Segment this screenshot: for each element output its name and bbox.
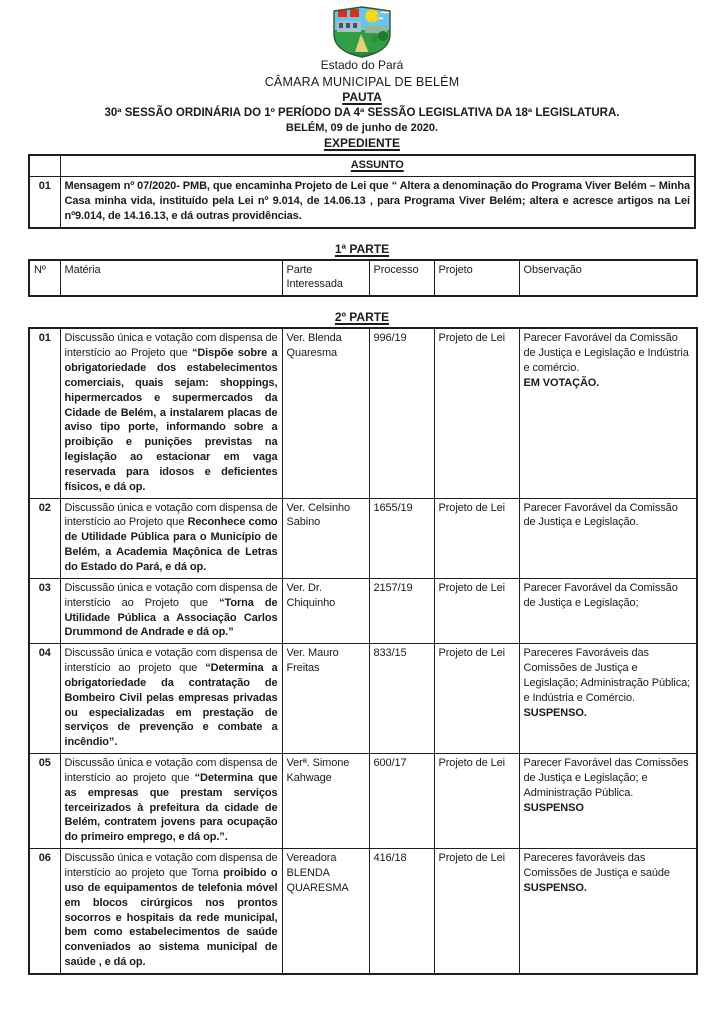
- table-row: [29, 498, 697, 578]
- observacao-cell: [519, 849, 697, 974]
- row-number: 01: [29, 177, 60, 228]
- projeto-cell: Projeto de Lei: [434, 849, 519, 974]
- projeto-cell: Projeto de Lei: [434, 498, 519, 578]
- table-header-row: [29, 155, 695, 176]
- row-number: 05: [29, 754, 60, 849]
- observacao-cell: [519, 754, 697, 849]
- materia-cell: [60, 754, 282, 849]
- parte-interessada-cell: Ver. Mauro Freitas: [282, 644, 369, 754]
- row-number: 01: [29, 328, 60, 498]
- parte-interessada-cell: Vereadora BLENDA QUARESMA: [282, 849, 369, 974]
- table-row: [29, 754, 697, 849]
- observacao-text: Pareceres favoráveis das Comissões de Justiça e saúde: [523, 852, 670, 880]
- materia-bold-text: “Torna de Utilidade Pública a Associação Carlos Drummond de Andrade e dá op.”: [64, 596, 278, 639]
- parte-interessada-cell: Verª. Simone Kahwage: [282, 754, 369, 849]
- materia-bold-text: “Dispõe sobre a obrigatoriedade dos estabelecimentos comerciais, quais sejam: shoppings, hipermercados e supermercados da Cidade de Belém, a instalarem placas de aviso tipo porte, informando sobre a proibição e punições previstas na legislação ao estacionar em vaga reservada para idosos e deficientes físicos, e dá op.: [64, 347, 278, 493]
- parte-interessada-cell: Ver. Blenda Quaresma: [282, 328, 369, 498]
- processo-cell: 2157/19: [369, 578, 434, 643]
- date-line: BELÉM, 09 de junho de 2020.: [285, 122, 439, 135]
- processo-cell: 600/17: [369, 754, 434, 849]
- document-title: PAUTA: [342, 89, 382, 104]
- processo-cell: 996/19: [369, 328, 434, 498]
- projeto-cell: Projeto de Lei: [434, 328, 519, 498]
- table-header-row: [29, 260, 697, 297]
- observacao-text: Parecer Favorável da Comissão de Justiça e Legislação;: [523, 581, 678, 609]
- materia-text: Discussão única e votação com dispensa de interstício ao Projeto que: [64, 581, 278, 609]
- materia-cell: [60, 498, 282, 578]
- belem-coat-of-arms: [331, 6, 393, 58]
- table-row: [29, 644, 697, 754]
- processo-cell: 833/15: [369, 644, 434, 754]
- assunto-column-header: ASSUNTO: [60, 155, 695, 176]
- materia-text: Discussão única e votação com dispensa de interstício ao Projeto que: [64, 501, 278, 529]
- state-name: Estado do Pará: [320, 58, 404, 72]
- chamber-name: CÂMARA MUNICIPAL DE BELÉM: [264, 74, 460, 89]
- status-badge: EM VOTAÇÃO.: [523, 376, 600, 389]
- section-title-part2: 2º PARTE: [334, 310, 390, 325]
- row-number: 03: [29, 578, 60, 643]
- processo-cell: 416/18: [369, 849, 434, 974]
- materia-text: Discussão única e votação com dispensa de interstício ao projeto que: [64, 757, 278, 784]
- section-title-part1: 1ª PARTE: [334, 241, 390, 256]
- processo-cell: 1655/19: [369, 498, 434, 578]
- col-header-processo: Processo: [369, 260, 434, 297]
- table-row: [29, 177, 695, 228]
- observacao-text: Pareceres Favoráveis das Comissões de Justiça e Legislação; Administração Pública; e Indústria e Comércio.: [523, 647, 691, 704]
- observacao-text: Parecer Favorável das Comissões de Justiça e Legislação; e Administração Pública.: [523, 757, 689, 799]
- parte-interessada-cell: Ver. Dr. Chiquinho: [282, 578, 369, 643]
- col-header-num: Nº: [29, 260, 60, 297]
- table-row: [29, 578, 697, 643]
- assunto-text: Mensagem nº 07/2020- PMB, que encaminha Projeto de Lei que “ Altera a denominação do Programa Viver Belém – Minha Casa minha vida, instituído pela Lei nº 9.014, de 14.06.13 , para Programa Viver Belém; altera e acresce artigos na Lei nº9.014, de 14.16.13, e dá outras providências.: [60, 177, 695, 228]
- col-header-projeto: Projeto: [434, 260, 519, 297]
- materia-bold-text: proibido o uso de equipamentos de telefonia móvel em blocos cirúrgicos nos prontos socorros e hospitais da rede municipal, bem como estabelecimentos de saúde conveniados ao sistema municipal de saúde , e dá op.: [64, 867, 278, 969]
- table-row: [29, 849, 697, 974]
- projeto-cell: Projeto de Lei: [434, 644, 519, 754]
- projeto-cell: Projeto de Lei: [434, 578, 519, 643]
- row-number: 06: [29, 849, 60, 974]
- observacao-cell: [519, 578, 697, 643]
- observacao-cell: [519, 328, 697, 498]
- observacao-cell: [519, 498, 697, 578]
- status-badge: SUSPENSO.: [523, 706, 587, 719]
- section-title-expediente: EXPEDIENTE: [323, 135, 401, 150]
- materia-text: Discussão única e votação com dispensa de interstício ao projeto que Torna: [64, 852, 278, 880]
- col-header-parte: Parte Interessada: [282, 260, 369, 297]
- materia-cell: [60, 644, 282, 754]
- observacao-text: Parecer Favorável da Comissão de Justiça e Legislação e Indústria e comércio.: [523, 332, 689, 375]
- expediente-table: [28, 154, 696, 228]
- part2-table: [28, 327, 698, 975]
- projeto-cell: Projeto de Lei: [434, 754, 519, 849]
- row-number: 02: [29, 498, 60, 578]
- empty-header-cell: [29, 155, 60, 176]
- col-header-observacao: Observação: [519, 260, 697, 297]
- observacao-cell: [519, 644, 697, 754]
- materia-bold-text: “Determina a obrigatoriedade da contratação de Bombeiro Civil pelas empresas privadas ou especializadas em prestação de serviços de prevenção e combate a incêndio”.: [64, 662, 278, 749]
- materia-bold-text: Reconhece como de Utilidade Pública para o Município de Belém, a Academia Maçônica de Letras do Estado do Pará, e dá op.: [64, 516, 278, 573]
- status-badge: SUSPENSO.: [523, 881, 587, 894]
- status-badge: SUSPENSO: [523, 801, 584, 814]
- table-row: [29, 328, 697, 498]
- materia-cell: [60, 849, 282, 974]
- document-header: [28, 6, 696, 151]
- row-number: 04: [29, 644, 60, 754]
- materia-bold-text: “Determina que as empresas que prestam serviços terceirizados à prefeitura da cidade de Belém, contratem jovens para ocupação do primeiro emprego, e dá op.”.: [64, 771, 278, 844]
- col-header-materia: Matéria: [60, 260, 282, 297]
- materia-cell: [60, 328, 282, 498]
- materia-cell: [60, 578, 282, 643]
- session-line: 30ª SESSÃO ORDINÁRIA DO 1º PERÍODO DA 4ª SESSÃO LEGISLATIVA DA 18ª LEGISLATURA.: [104, 107, 620, 120]
- part1-table: [28, 259, 698, 298]
- parte-interessada-cell: Ver. Celsinho Sabino: [282, 498, 369, 578]
- materia-text: Discussão única e votação com dispensa de interstício ao Projeto que: [64, 332, 278, 360]
- observacao-text: Parecer Favorável da Comissão de Justiça e Legislação.: [523, 501, 678, 529]
- materia-text: Discussão única e votação com dispensa de interstício ao projeto que: [64, 647, 278, 675]
